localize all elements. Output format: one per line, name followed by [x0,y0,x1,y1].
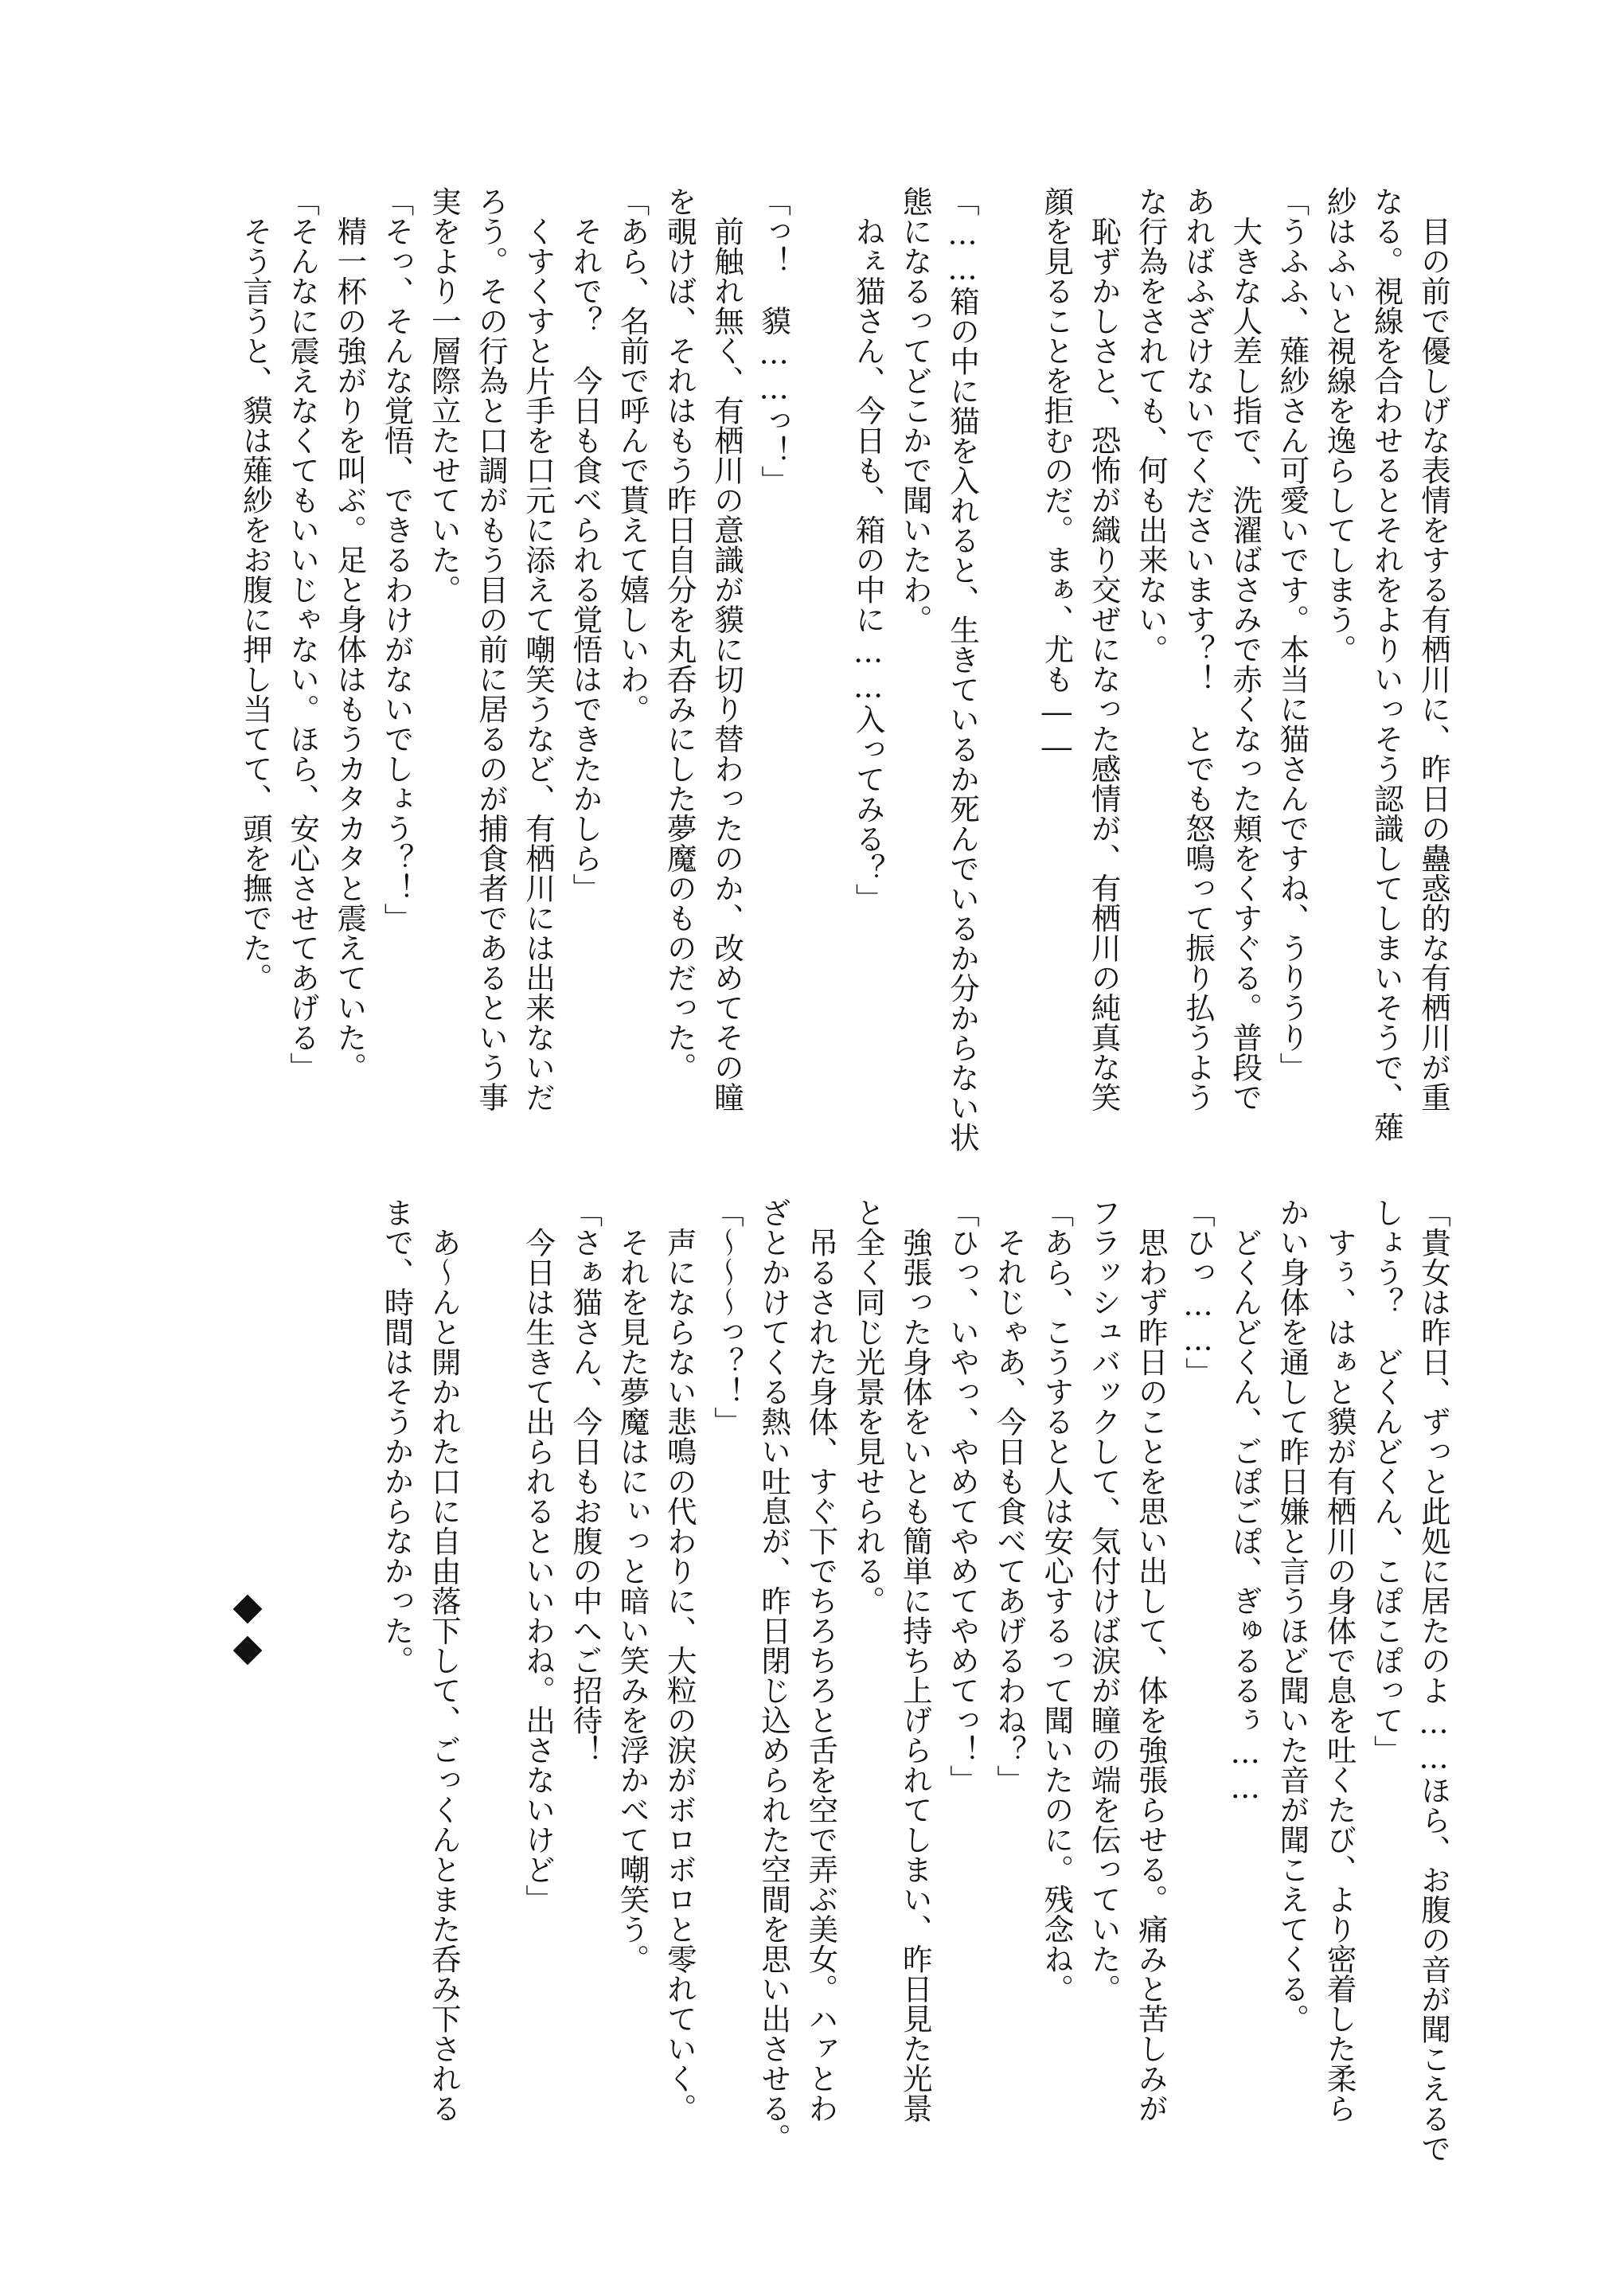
text-line: 「ひっ……」 [1180,1197,1216,1387]
text-block-top [232,186,1457,1166]
text-line: 声にならない悲鳴の代わりに、大粒の涙がボロボロと零れていく。 [662,1197,697,2123]
text-line: かい身体を通して昨日嫌と言うほど聞いた音が聞こえてくる。 [1275,1197,1310,2033]
text-block-bottom [373,1197,1457,2177]
text-line: 「そっ、そんな覚悟、できるわけがないでしょう？！」 [379,186,415,933]
diamond-icon [233,1636,263,1666]
text-line: 思わず昨日のことを思い出して、体を強張らせる。痛みと苦しみが [1133,1197,1169,2123]
text-line [797,186,844,1166]
section-separator [231,1592,266,1664]
text-line: 「貴女は昨日、ずっと此処に居たのよ……ほら、お腹の音が聞こえるで [1416,1197,1451,2163]
text-line: そう言うと、貘は薙紗をお腹に押し当てて、頭を撫でた。 [237,186,273,993]
text-line: それじゃあ、今日も食べてあげるわね？」 [992,1197,1028,1795]
text-line: 「っ！ 貘……っ！」 [756,186,792,495]
text-line: ろう。その行為と口調がもう目の前に居るのが捕食者であるという事 [473,186,509,1112]
text-line: 「～～～っ？！」 [709,1197,744,1436]
text-line: 精一杯の強がりを叫ぶ。足と身体はもうカタカタと震えていた。 [332,186,368,1082]
text-line: それを見た夢魔はにぃっと暗い笑みを浮かべて嘲笑う。 [615,1197,650,1974]
text-line: 顔を見ることを拒むのだ。まぁ、尤も―― [1039,186,1075,764]
text-line: 目の前で優しげな表情をする有栖川に、昨日の蠱惑的な有栖川が重 [1416,186,1451,1112]
text-line: 「あら、こうすると人は安心するって聞いたのに。残念ね。 [1039,1197,1075,2004]
text-line: ざとかけてくる熱い吐息が、昨日閉じ込められた空間を思い出させる。 [756,1197,792,2153]
text-line: ねぇ猫さん、今日も、箱の中に……入ってみる？」 [850,186,886,913]
text-line: と全く同じ光景を見せられる。 [850,1197,886,1615]
text-line: 前触れ無く、有栖川の意識が貘に切り替わったのか、改めてその瞳 [709,186,744,1112]
text-line: どくんどくん、ごぽごぽ、ぎゅるるぅ…… [1228,1197,1263,1805]
text-line: なる。視線を合わせるとそれをよりいっそう認識してしまいそうで、薙 [1368,186,1404,1142]
text-line: 態になるってどこかで聞いたわ。 [897,186,933,635]
text-line: すぅ、はぁと貘が有栖川の身体で息を吐くたび、より密着した柔ら [1321,1197,1357,2123]
text-line: それで？ 今日も食べられる覚悟はできたかしら」 [568,186,603,903]
text-line: あ～んと開かれた口に自由落下して、ごっくんとまた呑み下される [426,1197,462,2123]
text-line: な行為をされても、何も出来ない。 [1133,186,1169,664]
text-line: 「うふふ、薙紗さん可愛いです。本当に猫さんですね、うりうり」 [1275,186,1310,1082]
text-line: を覗けば、それはもう昨日自分を丸呑みにした夢魔のものだった。 [662,186,697,1082]
text-line: 恥ずかしさと、恐怖が織り交ぜになった感情が、有栖川の純真な笑 [1086,186,1122,1112]
text-line [467,1197,514,2177]
text-line: 実をより一層際立たせていた。 [426,186,462,604]
text-line: 大きな人差し指で、洗濯ばさみで赤くなった頬をくすぐる。普段で [1228,186,1263,1112]
text-line: あればふざけないでくださいます？！ とでも怒鳴って振り払うよう [1180,186,1216,1112]
diamond-icon [233,1595,263,1624]
text-line [986,186,1033,1166]
text-line: 「……箱の中に猫を入れると、生きているか死んでいるか分からない状 [944,186,980,1152]
text-line: 紗はふいと視線を逸らしてしまう。 [1321,186,1357,664]
text-line: 強張った身体をいとも簡単に持ち上げられてしまい、昨日見た光景 [897,1197,933,2123]
text-line: フラッシュバックして、気付けば涙が瞳の端を伝っていた。 [1086,1197,1122,2004]
text-line: 吊るされた身体、すぐ下でちろちろと舌を空で弄ぶ美女。ハァとわ [803,1197,839,2123]
text-line: 「そんなに震えなくてもいいじゃない。ほら、安心させてあげる」 [285,186,321,1082]
text-line: しょう？ どくんどくん、こぽこぽって」 [1368,1197,1404,1765]
text-line: まで、時間はそうかからなかった。 [379,1197,415,1675]
text-line: 「さぁ猫さん、今日もお腹の中へご招待！ [568,1197,603,1765]
text-line: 「ひっ、いやっ、やめてやめてやめてっ！」 [944,1197,980,1795]
text-line: 「あら、名前で呼んで貰えて嬉しいわ。 [615,186,650,724]
text-line: 今日は生きて出られるといいわね。出さないけど」 [521,1197,556,1914]
text-line: くすくすと片手を口元に添えて嘲笑うなど、有栖川には出来ないだ [521,186,556,1112]
